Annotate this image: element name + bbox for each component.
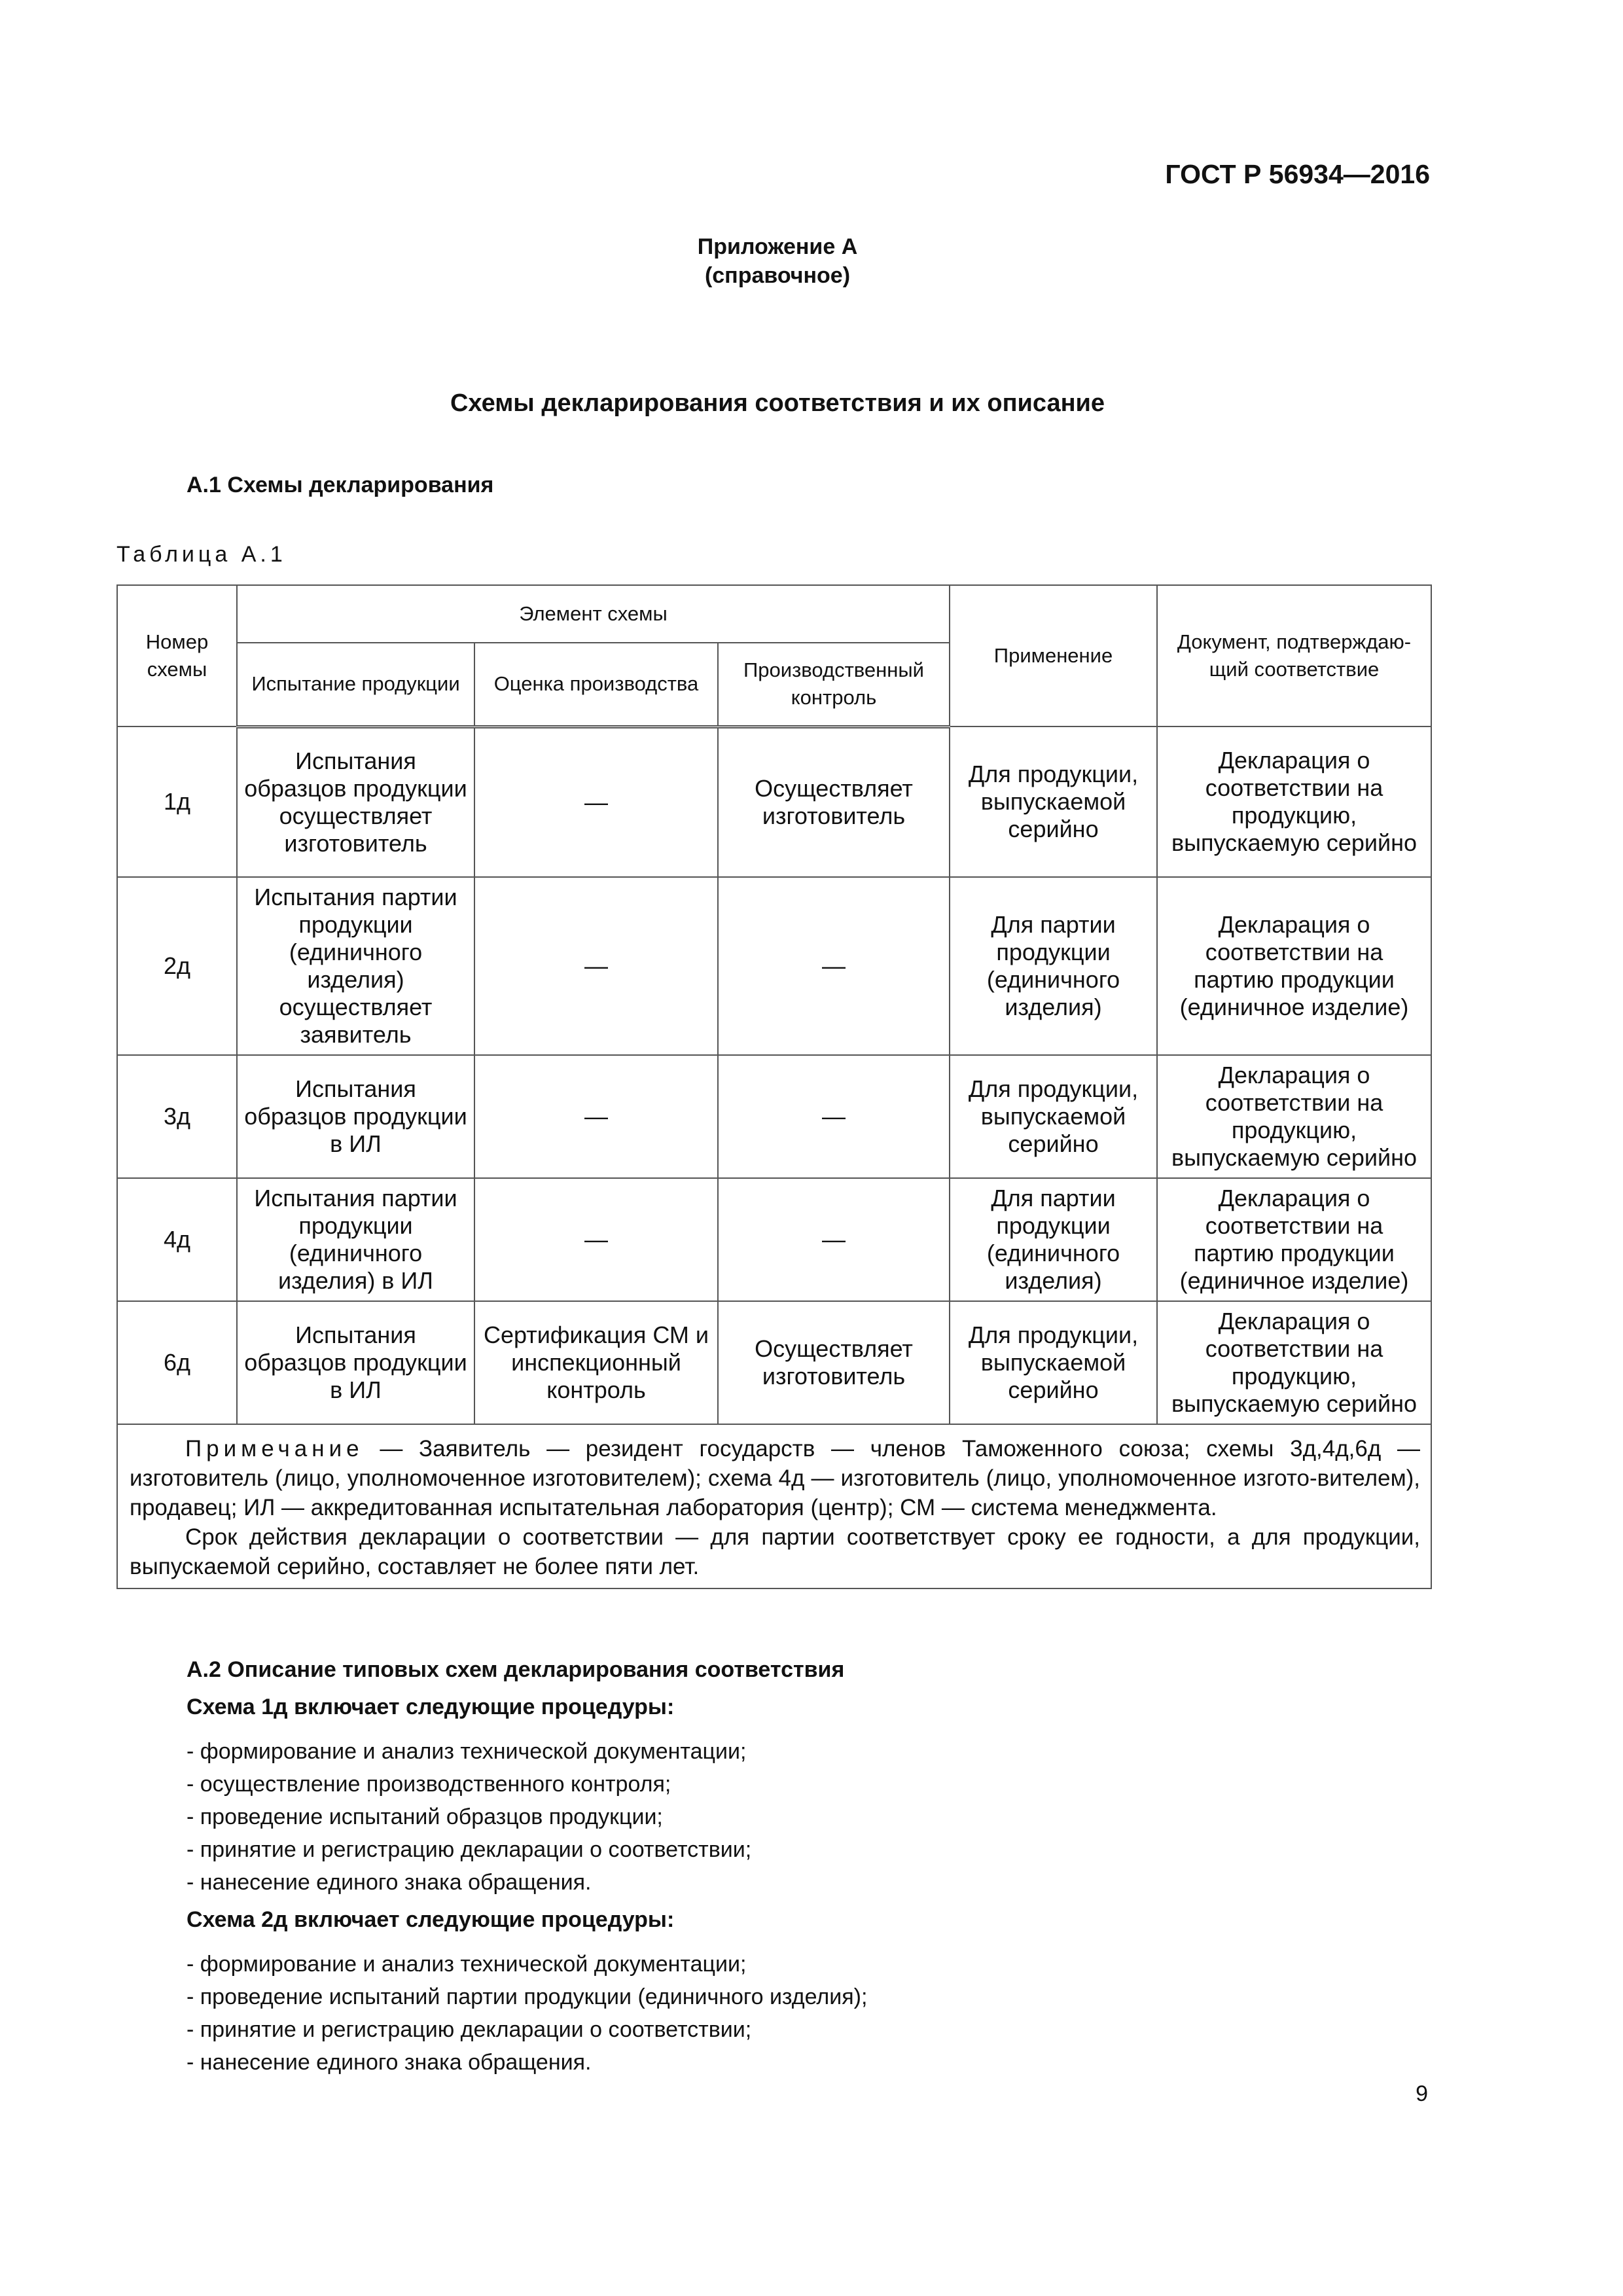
note-paragraph-2: Срок действия декларации о соответствии — для партии соответствует сроку ее годности, а для продукции, выпускаемой серийно, составляет не более пяти лет.: [130, 1524, 1421, 1579]
cell-assessment: —: [474, 1055, 718, 1178]
header-element-group: Элемент схемы: [237, 585, 950, 643]
document-code: ГОСТ Р 56934—2016: [1165, 159, 1430, 189]
cell-control: Осуществляет изготовитель: [718, 726, 950, 877]
table-row: [117, 1178, 1431, 1301]
list-item: - формирование и анализ технической документации;: [187, 1952, 747, 1977]
cell-document: Декларация о соответствии на партию продукции (единичное изделие): [1157, 877, 1431, 1055]
appendix-subtitle: (справочное): [704, 263, 851, 288]
cell-control: Осуществляет изготовитель: [718, 1301, 950, 1424]
note-paragraph-1: [130, 1434, 1420, 1522]
cell-control: —: [718, 877, 950, 1055]
table-row: [117, 1055, 1431, 1178]
cell-number: 2д: [117, 877, 237, 1055]
schemes-table: [116, 584, 1432, 1589]
cell-control: —: [718, 1178, 950, 1301]
cell-number: 4д: [117, 1178, 237, 1301]
scheme-1d-list: [187, 1735, 751, 1899]
list-item: - формирование и анализ технической документации;: [187, 1739, 747, 1764]
table-row: [117, 726, 1431, 877]
table-note-row: [117, 1424, 1431, 1588]
header-number: Номер схемы: [117, 585, 237, 726]
cell-assessment: —: [474, 1178, 718, 1301]
cell-document: Декларация о соответствии на партию продукции (единичное изделие): [1157, 1178, 1431, 1301]
header-control: Производственный контроль: [718, 643, 950, 726]
table-note: [117, 1424, 1431, 1588]
cell-number: 3д: [117, 1055, 237, 1178]
cell-application: Для партии продукции (единичного изделия): [950, 877, 1157, 1055]
list-item: - проведение испытаний партии продукции (единичного изделия);: [187, 1984, 868, 2009]
scheme-1d-heading: Схема 1д включает следующие процедуры:: [187, 1695, 675, 1719]
list-item: - проведение испытаний образцов продукции;: [187, 1804, 663, 1829]
cell-testing: Испытания партии продукции (единичного изделия) в ИЛ: [237, 1178, 474, 1301]
list-item: - нанесение единого знака обращения.: [187, 2050, 592, 2075]
cell-application: Для партии продукции (единичного изделия): [950, 1178, 1157, 1301]
cell-application: Для продукции, выпускаемой серийно: [950, 1055, 1157, 1178]
note-text-1: — Заявитель — резидент государств — членов Таможенного союза; схемы 3д,4д,6д — изготовитель (лицо, уполномоченное изготовителем); схема 4д — изготовитель (лицо, уполномоченное изгото-вителем), продавец; ИЛ — аккредитованная испытательная лаборатория (центр); СМ — система менеджмента.: [130, 1436, 1421, 1520]
appendix-heading: [0, 232, 1555, 290]
header-assessment: Оценка производства: [474, 643, 718, 726]
page-number: 9: [1416, 2081, 1428, 2106]
section-a1-heading: А.1 Схемы декларирования: [187, 473, 494, 497]
header-document: Документ, подтверждаю-щий соответствие: [1157, 585, 1431, 726]
section-a2-heading: А.2 Описание типовых схем декларирования соответствия: [187, 1657, 845, 1682]
cell-testing: Испытания образцов продукции в ИЛ: [237, 1301, 474, 1424]
scheme-2d-heading: Схема 2д включает следующие процедуры:: [187, 1907, 675, 1932]
scheme-2d-list: [187, 1948, 867, 2079]
appendix-title: Приложение А: [697, 234, 858, 259]
table-caption: Таблица А.1: [116, 542, 287, 567]
cell-document: Декларация о соответствии на продукцию, выпускаемую серийно: [1157, 726, 1431, 877]
cell-testing: Испытания партии продукции (единичного изделия) осуществляет заявитель: [237, 877, 474, 1055]
list-item: - принятие и регистрацию декларации о соответствии;: [187, 2017, 752, 2042]
table-row: [117, 877, 1431, 1055]
cell-document: Декларация о соответствии на продукцию, выпускаемую серийно: [1157, 1055, 1431, 1178]
header-testing: Испытание продукции: [237, 643, 474, 726]
list-item: - принятие и регистрацию декларации о соответствии;: [187, 1837, 752, 1862]
header-application: Применение: [950, 585, 1157, 726]
cell-control: —: [718, 1055, 950, 1178]
table-row: [117, 1301, 1431, 1424]
cell-application: Для продукции, выпускаемой серийно: [950, 1301, 1157, 1424]
list-item: - нанесение единого знака обращения.: [187, 1870, 592, 1895]
cell-number: 6д: [117, 1301, 237, 1424]
cell-assessment: —: [474, 726, 718, 877]
note-label: Примечание: [185, 1436, 364, 1462]
cell-assessment: —: [474, 877, 718, 1055]
cell-testing: Испытания образцов продукции в ИЛ: [237, 1055, 474, 1178]
cell-document: Декларация о соответствии на продукцию, выпускаемую серийно: [1157, 1301, 1431, 1424]
cell-testing: Испытания образцов продукции осуществляет изготовитель: [237, 726, 474, 877]
cell-application: Для продукции, выпускаемой серийно: [950, 726, 1157, 877]
cell-number: 1д: [117, 726, 237, 877]
list-item: - осуществление производственного контроля;: [187, 1772, 671, 1797]
cell-assessment: Сертификация СМ и инспекционный контроль: [474, 1301, 718, 1424]
page-title: Схемы декларирования соответствия и их описание: [450, 389, 1105, 417]
